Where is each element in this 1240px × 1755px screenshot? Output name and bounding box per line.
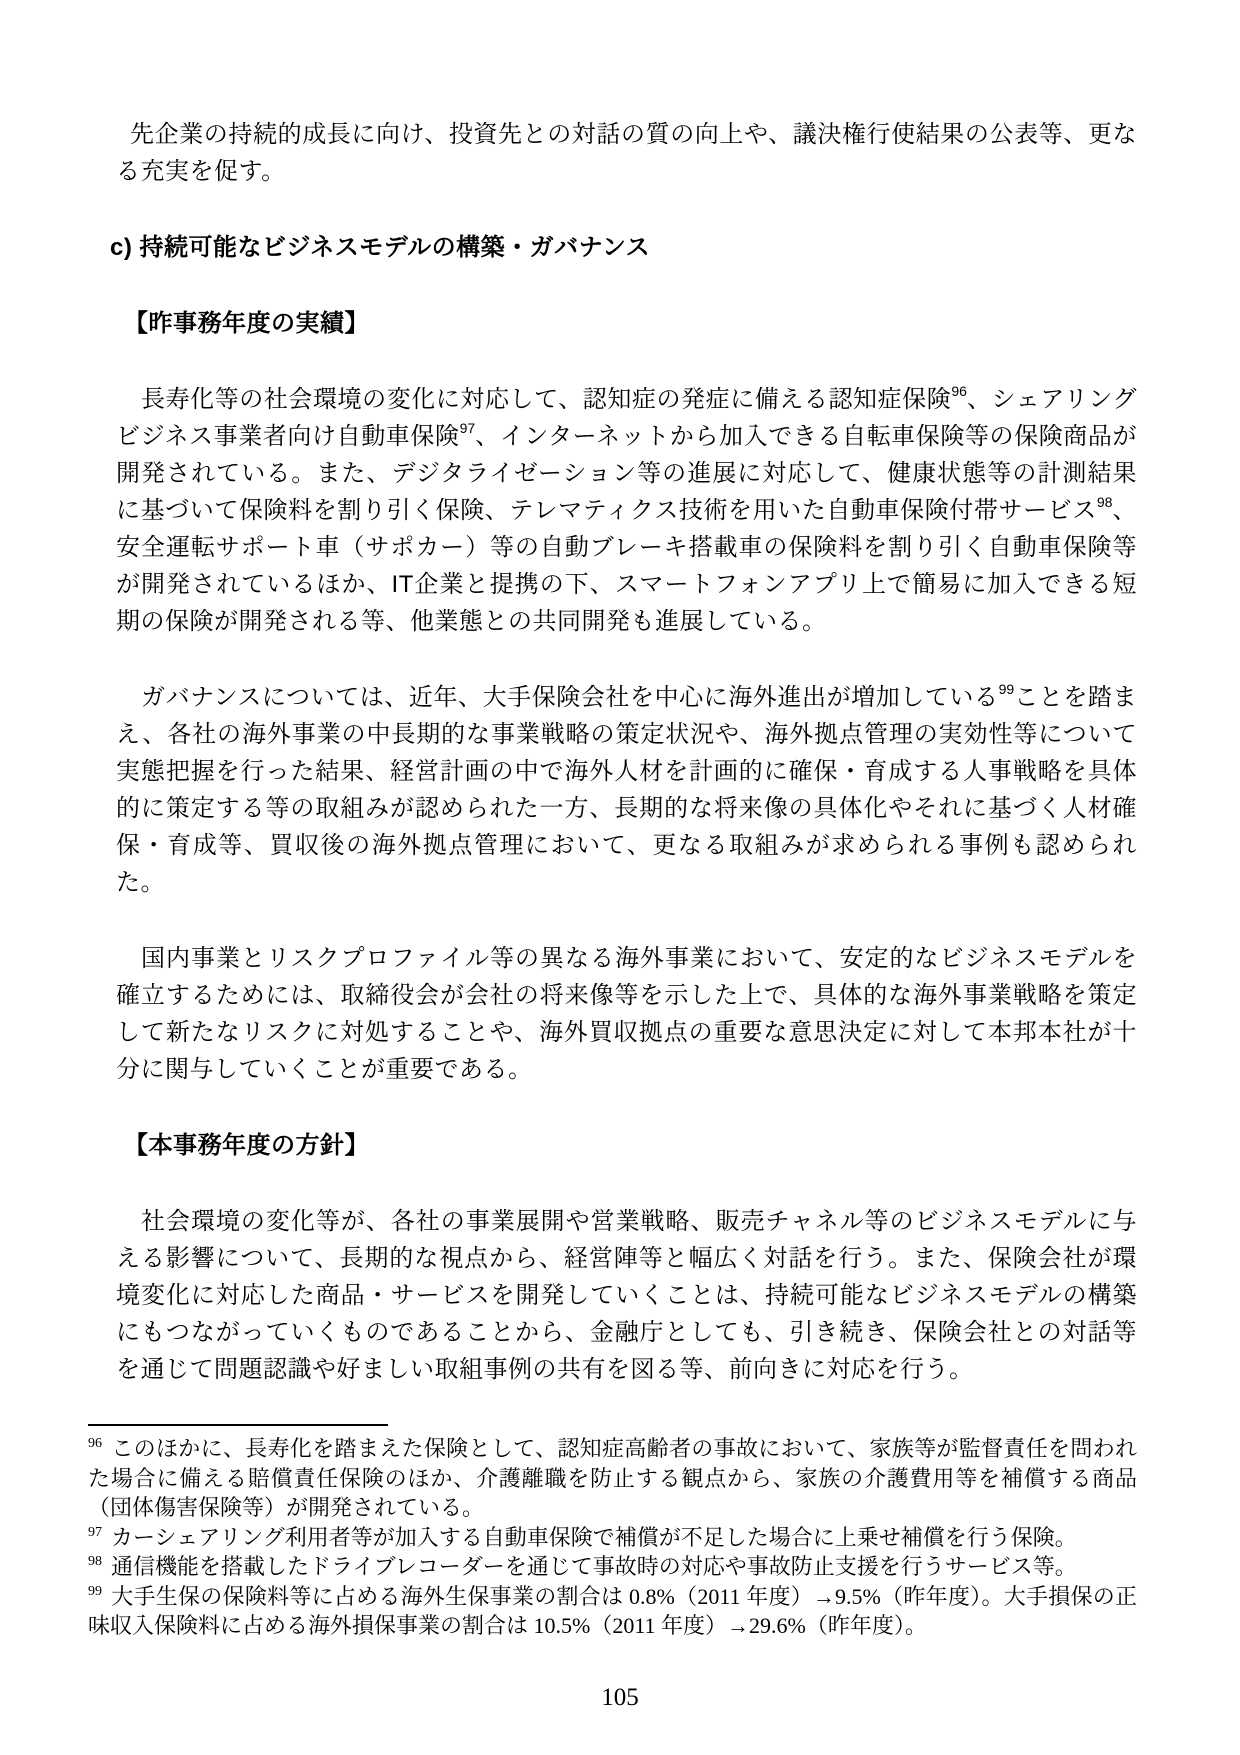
- footnote-area: [88, 1424, 1137, 1641]
- paragraph-overseas-business: 国内事業とリスクプロファイル等の異なる海外事業において、安定的なビジネスモデルを確立するためには、取締役会が会社の将来像等を示した上で、具体的な海外事業戦略を策定して新たなリスクに対処することや、海外買収拠点の重要な意思決定に対して本邦本社が十分に関与していくことが重要である。: [116, 945, 1137, 1083]
- footnote-ref-99: 99: [998, 681, 1015, 697]
- footnote-separator-line: [88, 1424, 388, 1426]
- body-text-block: [110, 116, 1138, 1427]
- subsection-heading-last-year: 【昨事務年度の実績】: [124, 310, 369, 337]
- footnote-number-97: 97: [88, 1524, 102, 1540]
- footnote-text-98: 通信機能を搭載したドライブレコーダーを通じて事故時の対応や事故防止支援を行うサービス等。: [111, 1554, 1077, 1579]
- page-number: 105: [601, 1684, 639, 1711]
- footnote-ref-98: 98: [1096, 494, 1113, 510]
- subsection-heading-this-year: 【本事務年度の方針】: [124, 1132, 369, 1159]
- paragraph-this-year-policy: 社会環境の変化等が、各社の事業展開や営業戦略、販売チャネル等のビジネスモデルに与える影響について、長期的な視点から、経営陣等と幅広く対話を行う。また、保険会社が環境変化に対応した商品・サービスを開発していくことは、持続可能なビジネスモデルの構築にもつながっていくものであることから、金融庁としても、引き続き、保険会社との対話等を通じて問題認識や好ましい取組事例の共有を図る等、前向きに対応を行う。: [116, 1208, 1137, 1383]
- footnote-text-97: カーシェアリング利用者等が加入する自動車保険で補償が不足した場合に上乗せ補償を行う保険。: [111, 1524, 1077, 1550]
- section-heading-c: c) 持続可能なビジネスモデルの構築・ガバナンス: [110, 234, 651, 261]
- footnote-98: [88, 1552, 1137, 1582]
- footnote-text-96: このほかに、長寿化を踏まえた保険として、認知症高齢者の事故において、家族等が監督責任を問われた場合に備える賠償責任保険のほか、介護離職を防止する観点から、家族の介護費用等を補償する商品（団体傷害保険等）が開発されている。: [88, 1436, 1137, 1520]
- footnote-99: [88, 1582, 1137, 1641]
- footnote-97: [88, 1523, 1137, 1553]
- paragraph-insurance-products: 長寿化等の社会環境の変化に対応して、認知症の発症に備える認知症保険$^{96}$、シェアリングビジネス事業者向け自動車保険$^{97}$、インターネットから加入できる自転車保険等の保険商品が開発されている。また、デジタライゼーション等の進展に対応して、健康状態等の計測結果に基づいて保険料を割り引く保険、テレマティクス技術を用いた自動車保険付帯サービス$^{98}$、安全運転サポート車（サポカー）等の自動ブレーキ搭載車の保険料を割り引く自動車保険等が開発されているほか、IT企業と提携の下、スマートフォンアプリ上で簡易に加入できる短期の保険が開発される等、他業態との共同開発も進展している。: [116, 383, 1138, 635]
- footnote-number-98: 98: [88, 1554, 102, 1569]
- footnote-number-99: 99: [88, 1583, 102, 1599]
- paragraph-governance-findings: ガバナンスについては、近年、大手保険会社を中心に海外進出が増加している$^{99}$ことを踏まえ、各社の海外事業の中長期的な事業戦略の策定状況や、海外拠点管理の実効性等について実態把握を行った結果、経営計画の中で海外人材を計画的に確保・育成する人事戦略を具体的に策定する等の取組みが認められた一方、長期的な将来像の具体化やそれに基づく人材確保・育成等、買収後の海外拠点管理において、更なる取組みが求められる事例も認められた。: [116, 681, 1137, 896]
- continuation-paragraph: 先企業の持続的成長に向け、投資先との対話の質の向上や、議決権行使結果の公表等、更なる充実を促す。: [116, 121, 1137, 185]
- footnote-ref-97: 97: [459, 420, 476, 436]
- footnote-number-96: 96: [88, 1436, 102, 1451]
- footnote-96: [88, 1434, 1137, 1523]
- footnote-text-99: 大手生保の保険料等に占める海外生保事業の割合は 0.8%（2011 年度）→9.5%（昨年度）。大手損保の正味収入保険料に占める海外損保事業の割合は 10.5%（2011 年度）→29.6%（昨年度）。: [88, 1583, 1137, 1638]
- footnote-ref-96: 96: [951, 383, 967, 399]
